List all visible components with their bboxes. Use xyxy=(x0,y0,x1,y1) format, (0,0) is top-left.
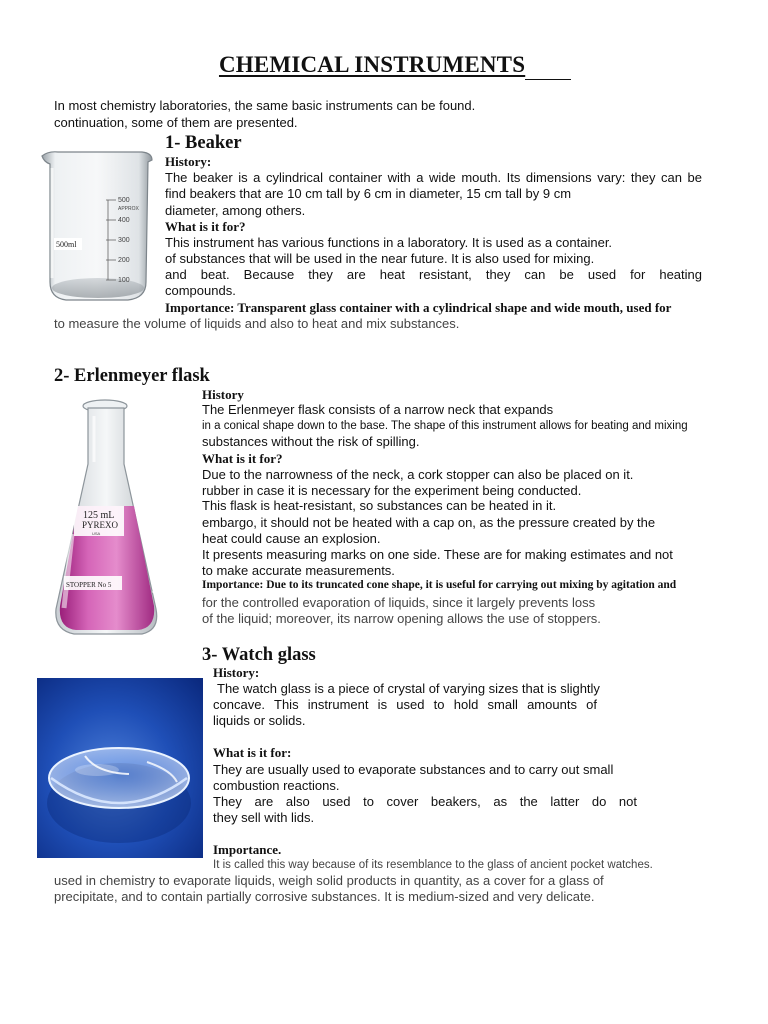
erlenmeyer-use-2: rubber in case it is necessary for the experiment being conducted. xyxy=(202,483,582,498)
erlenmeyer-heading: 2- Erlenmeyer flask xyxy=(54,366,210,386)
beaker-heading: 1- Beaker xyxy=(165,133,242,153)
watch-glass-heading: 3- Watch glass xyxy=(202,645,316,665)
flask-mark-50: 50 xyxy=(162,589,170,596)
erlenmeyer-use-5: heat could cause an explosion. xyxy=(202,531,381,546)
beaker-use-2: of substances that will be used in the near future. It is also used for mixing. xyxy=(165,251,595,266)
erlenmeyer-history-label: History xyxy=(202,387,244,402)
flask-mark-75: 75 xyxy=(158,563,166,570)
erlenmeyer-use-4: embargo, it should not be heated with a cap on, as the pressure created by the xyxy=(202,515,656,530)
watch-glass-use-1: They are usually used to evaporate substances and to carry out small xyxy=(213,762,614,777)
erlenmeyer-use-label: What is it for? xyxy=(202,451,283,466)
erlenmeyer-use-7: to make accurate measurements. xyxy=(202,563,395,578)
beaker-importance: Importance: Transparent glass container with a cylindrical shape and wide mouth, used for xyxy=(165,300,672,315)
erlenmeyer-use-1: Due to the narrowness of the neck, a cork stopper can also be placed on it. xyxy=(202,467,634,482)
flask-mark-125: 125 xyxy=(148,497,160,504)
watch-glass-use-4: they sell with lids. xyxy=(213,810,315,825)
watch-glass-use-label: What is it for: xyxy=(213,745,292,760)
beaker-mark-300: 300 xyxy=(118,237,130,244)
watch-glass-history-1: The watch glass is a piece of crystal of varying sizes that is slightly xyxy=(217,681,600,696)
watch-glass-use-3: They are also used to cover beakers, as the latter do not xyxy=(213,794,637,809)
flask-brand-label: PYREXO xyxy=(82,520,119,530)
erlenmeyer-image xyxy=(50,394,185,644)
beaker-history-label: History: xyxy=(165,154,212,169)
watch-glass-importance-3: precipitate, and to contain partially corrosive substances. It is medium-sized and very delicate. xyxy=(54,889,595,904)
erlenmeyer-use-6: It presents measuring marks on one side. These are for making estimates and not xyxy=(202,547,673,562)
watch-glass-importance-2: used in chemistry to evaporate liquids, weigh solid products in quantity, as a cover for a glass of xyxy=(54,873,604,888)
erlenmeyer-importance: Importance: Due to its truncated cone shape, it is useful for carrying out mixing by agitation and xyxy=(202,579,677,591)
page-title-text: CHEMICAL INSTRUMENTS xyxy=(218,52,526,77)
beaker-use-1: This instrument has various functions in a laboratory. It is used as a container. xyxy=(165,235,613,250)
watch-glass-importance-1: It is called this way because of its resemblance to the glass of ancient pocket watches. xyxy=(213,859,653,871)
flask-volume-label: 125 mL xyxy=(83,510,115,521)
watch-glass-history-label: History: xyxy=(213,665,260,680)
beaker-use-4: compounds. xyxy=(165,283,236,298)
beaker-mark-400: 400 xyxy=(118,217,130,224)
watch-glass-history-3: liquids or solids. xyxy=(213,713,306,728)
erlenmeyer-history-3: substances without the risk of spilling. xyxy=(202,434,420,449)
erlenmeyer-use-3: This flask is heat-resistant, so substances can be heated in it. xyxy=(202,498,557,513)
erlenmeyer-importance-cont-1: for the controlled evaporation of liquids, since it largely prevents loss xyxy=(202,595,596,610)
beaker-importance-cont: to measure the volume of liquids and also to heat and mix substances. xyxy=(54,316,460,331)
beaker-use-label: What is it for? xyxy=(165,219,246,234)
intro-line-1: In most chemistry laboratories, the same basic instruments can be found. xyxy=(54,98,476,113)
beaker-history-1: The beaker is a cylindrical container with a wide mouth. Its dimensions vary: they can be xyxy=(165,170,702,185)
watch-glass-use-2: combustion reactions. xyxy=(213,778,340,793)
beaker-mark-approx: APPROX xyxy=(118,206,139,212)
flask-stopper-label: STOPPER No 5 xyxy=(66,581,112,589)
title-underline-extension xyxy=(525,79,571,80)
beaker-label: 500ml xyxy=(56,240,77,249)
page-title xyxy=(0,52,768,78)
watch-glass-image xyxy=(37,678,203,858)
flask-origin-label: USA xyxy=(92,531,101,536)
beaker-mark-500: 500 xyxy=(118,197,130,204)
beaker-mark-100: 100 xyxy=(118,277,130,284)
flask-mark-100: 100 xyxy=(153,533,165,540)
beaker-image xyxy=(38,148,156,308)
beaker-history-3: diameter, among others. xyxy=(165,203,306,218)
beaker-history-2: find beakers that are 10 cm tall by 6 cm in diameter, 15 cm tall by 9 cm xyxy=(165,186,572,201)
erlenmeyer-history-2: in a conical shape down to the base. The shape of this instrument allows for beating and mixing xyxy=(202,420,688,432)
erlenmeyer-history-1: The Erlenmeyer flask consists of a narrow neck that expands xyxy=(202,402,554,417)
beaker-mark-200: 200 xyxy=(118,257,130,264)
watch-glass-importance-label: Importance. xyxy=(213,842,282,857)
intro-line-2: continuation, some of them are presented. xyxy=(54,115,298,130)
beaker-use-3: and beat. Because they are heat resistant, they can be used for heating xyxy=(165,267,702,282)
erlenmeyer-importance-cont-2: of the liquid; moreover, its narrow opening allows the use of stoppers. xyxy=(202,611,601,626)
watch-glass-history-2: concave. This instrument is used to hold small amounts of xyxy=(213,697,597,712)
